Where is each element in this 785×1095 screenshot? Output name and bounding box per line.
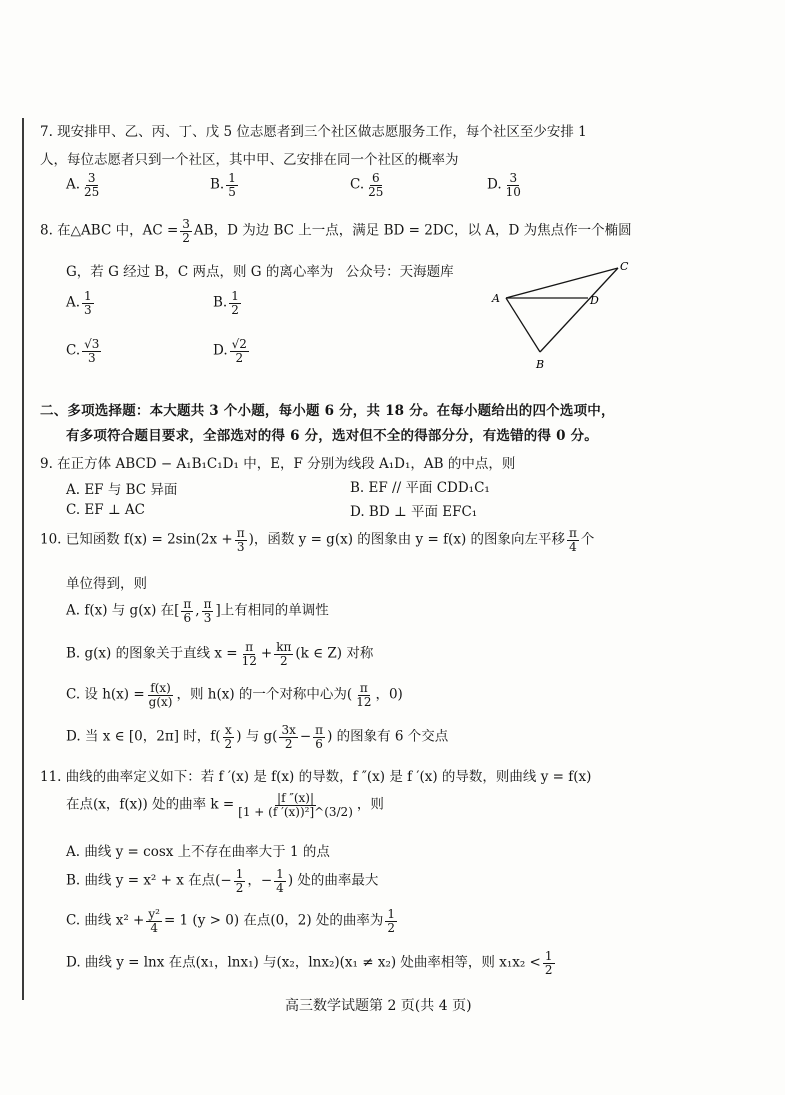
- section2-heading-line1: 二、多项选择题：本大题共 3 个小题，每小题 6 分，共 18 分。在每小题给出的四个选项中，: [40, 403, 615, 419]
- q9-option-d: D. BD ⊥ 平面 EFC₁: [350, 504, 478, 520]
- margin-rule: [22, 118, 24, 1000]
- label-b: B: [536, 358, 545, 371]
- q9-stem: 9. 在正方体 ABCD − A₁B₁C₁D₁ 中，E，F 分别为线段 A₁D₁，AB 的中点，则: [40, 456, 516, 472]
- q7-option-a: A. $\frac{3}{25}$: [66, 171, 100, 199]
- q7-line1: 7. 现安排甲、乙、丙、丁、戊 5 位志愿者到三个社区做志愿服务工作，每个社区至少安排 1: [40, 124, 587, 140]
- q10-option-a: A. f(x) 与 g(x) 在[ $\frac{\pi}{6}$ , $\frac{\pi}{3}$ ]上有相同的单调性: [66, 597, 329, 625]
- section2-heading-line2: 有多项符合题目要求，全部选对的得 6 分，选对但不全的得部分分，有选错的得 0 分。: [66, 428, 598, 444]
- q11-option-a: A. 曲线 y = cosx 上不存在曲率大于 1 的点: [66, 844, 330, 860]
- q8-line2: G，若 G 经过 B，C 两点，则 G 的离心率为 公众号：天海题库: [66, 264, 454, 280]
- q9-option-b: B. EF // 平面 CDD₁C₁: [350, 480, 490, 496]
- q8-option-d: D. $\frac{√2}{2}$: [213, 337, 247, 365]
- q8-line1: 8. 在△ABC 中，AC = $\frac{3}{2}$ AB，D 为边 BC 上一点，满足 BD = 2DC，以 A，D 为焦点作一个椭圆: [40, 217, 632, 245]
- page-footer: 高三数学试题第 2 页(共 4 页): [285, 998, 472, 1014]
- q11-line2: 在点(x，f(x)) 处的曲率 k = $\frac{|f ''(x)|}{\text{[1 + (f ′(x))²]\textasciicircum{}(3/2)}}$ ，则: [66, 791, 384, 819]
- q7-option-c: C. $\frac{6}{25}$: [350, 171, 384, 199]
- label-a: A: [492, 292, 500, 305]
- q11-option-b: B. 曲线 y = x² + x 在点(− $\frac{1}{2}$ ，− $\frac{1}{4}$ ) 处的曲率最大: [66, 867, 379, 895]
- q11-line1: 11. 曲线的曲率定义如下：若 f ′(x) 是 f(x) 的导数，f ″(x) 是 f ′(x) 的导数，则曲线 y = f(x): [40, 769, 592, 785]
- q7-line2: 人，每位志愿者只到一个社区，其中甲、乙安排在同一个社区的概率为: [40, 152, 459, 168]
- q8-option-a: A. $\frac{1}{3}$: [66, 289, 92, 317]
- q11-option-c: C. 曲线 x² + $\frac{\text{y²}}{4}$ = 1 (y > 0) 在点(0，2) 处的曲率为 $\frac{1}{2}$: [66, 907, 396, 935]
- q7-option-b: B. $\frac{1}{5}$: [210, 171, 236, 199]
- watermark-text: 公众号：天海题库: [345, 264, 454, 280]
- q10-line2: 单位得到，则: [66, 576, 147, 592]
- label-d: D: [590, 294, 599, 307]
- q9-option-c: C. EF ⊥ AC: [66, 502, 146, 518]
- q10-option-c: C. 设 h(x) = $\frac{f(x)}{g(x)}$ ，则 h(x) 的一个对称中心为( $\frac{\pi}{12}$ ，0): [66, 681, 403, 709]
- segment-bc: [540, 268, 618, 352]
- q10-stem: 10. 已知函数 f(x) = 2sin(2x + $\frac{\pi}{3}$ )，函数 y = g(x) 的图象由 y = f(x) 的图象向左平移 $\frac{\pi}{4}$ 个: [40, 526, 595, 554]
- triangle-figure: [488, 254, 638, 374]
- q8-option-c: C. $\frac{√3}{3}$: [66, 337, 100, 365]
- q8-option-b: B. $\frac{1}{2}$: [213, 289, 239, 317]
- q7-option-d: D. $\frac{3}{10}$: [487, 171, 521, 199]
- label-c: C: [620, 260, 629, 273]
- q10-option-d: D. 当 x ∈ [0，2π] 时，f( $\frac{x}{2}$ ) 与 g( $\frac{3x}{2}$ − $\frac{\pi}{6}$ ) 的图象有 6 个交点: [66, 723, 449, 751]
- q9-option-a: A. EF 与 BC 异面: [66, 482, 178, 498]
- q11-option-d: D. 曲线 y = lnx 在点(x₁，lnx₁) 与(x₂，lnx₂)(x₁ ≠ x₂) 处曲率相等，则 x₁x₂ < $\frac{1}{2}$: [66, 949, 553, 977]
- segment-ab: [506, 298, 540, 352]
- segment-ac: [506, 268, 618, 298]
- q10-option-b: B. g(x) 的图象关于直线 x = $\frac{\pi}{12}$ + $\frac{k\pi}{2}$ (k ∈ Z) 对称: [66, 640, 374, 668]
